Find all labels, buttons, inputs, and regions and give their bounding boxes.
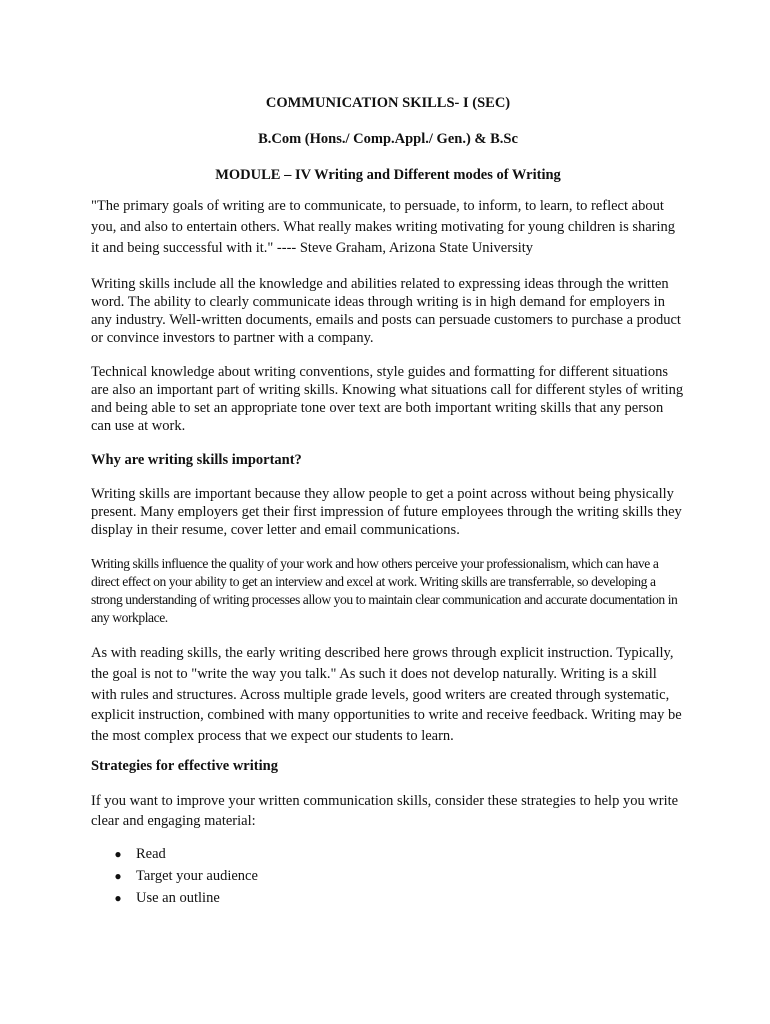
opening-quote: "The primary goals of writing are to communicate, to persuade, to inform, to learn, to reflect about you, and also to entertain others. What really makes writing motivating for young children is sharing it and being successful with it." ---- Steve Graham, Arizona State University [91,198,676,256]
list-item [111,887,685,909]
strategy-list [91,843,685,909]
strategies-intro: If you want to improve your written communication skills, consider these strategies to help you write clear and engaging material: [91,792,679,829]
bullet-icon: ● [114,868,122,883]
influence-paragraph: Writing skills influence the quality of your work and how others perceive your professionalism, which can have a direct effect on your ability to get an interview and excel at work. Writing skills are transferrable, so developing a strong understanding of writing processes allow you to maintain clear communication and accurate documentation in any workplace. [91,556,678,625]
list-item [111,843,685,865]
list-item-label: Use an outline [136,889,220,906]
list-item-label: Read [136,845,166,862]
section-heading-strategies: Strategies for effective writing [91,757,278,774]
intro-paragraph: Writing skills include all the knowledge and abilities related to expressing ideas through the written word. The ability to clearly communicate ideas through writing is in high demand for employers in any industry. Well-written documents, emails and posts can persuade customers to purchase a product or convince investors to partner with a company. [91,276,681,346]
list-item [111,865,685,887]
bullet-icon: ● [114,846,122,861]
importance-paragraph: Writing skills are important because they allow people to get a point across without being physically present. Many employers get their first impression of future employees through the writing skills they display in their resume, cover letter and email communications. [91,486,682,538]
document-content [91,94,685,909]
reading-skills-paragraph: As with reading skills, the early writing described here grows through explicit instruction. Typically, the goal is not to "write the way you talk." As such it does not develop naturally. Writing is a skill with rules and structures. Across multiple grade levels, good writers are created through systematic, explicit instruction, combined with many opportunities to write and receive feedback. Writing may be the most complex process that we expect our students to learn. [91,645,682,745]
bullet-icon: ● [114,890,122,905]
list-item-label: Target your audience [136,867,258,884]
course-line: B.Com (Hons./ Comp.Appl./ Gen.) & B.Sc [258,131,518,147]
module-heading: MODULE – IV Writing and Different modes of Writing [215,167,561,183]
document-title: COMMUNICATION SKILLS- I (SEC) [265,95,511,111]
technical-knowledge-paragraph: Technical knowledge about writing conventions, style guides and formatting for different situations are also an important part of writing skills. Knowing what situations call for different styles of writing and being able to set an appropriate tone over text are both important writing skills that any person can use at work. [91,364,684,434]
section-heading-importance: Why are writing skills important? [91,452,302,468]
